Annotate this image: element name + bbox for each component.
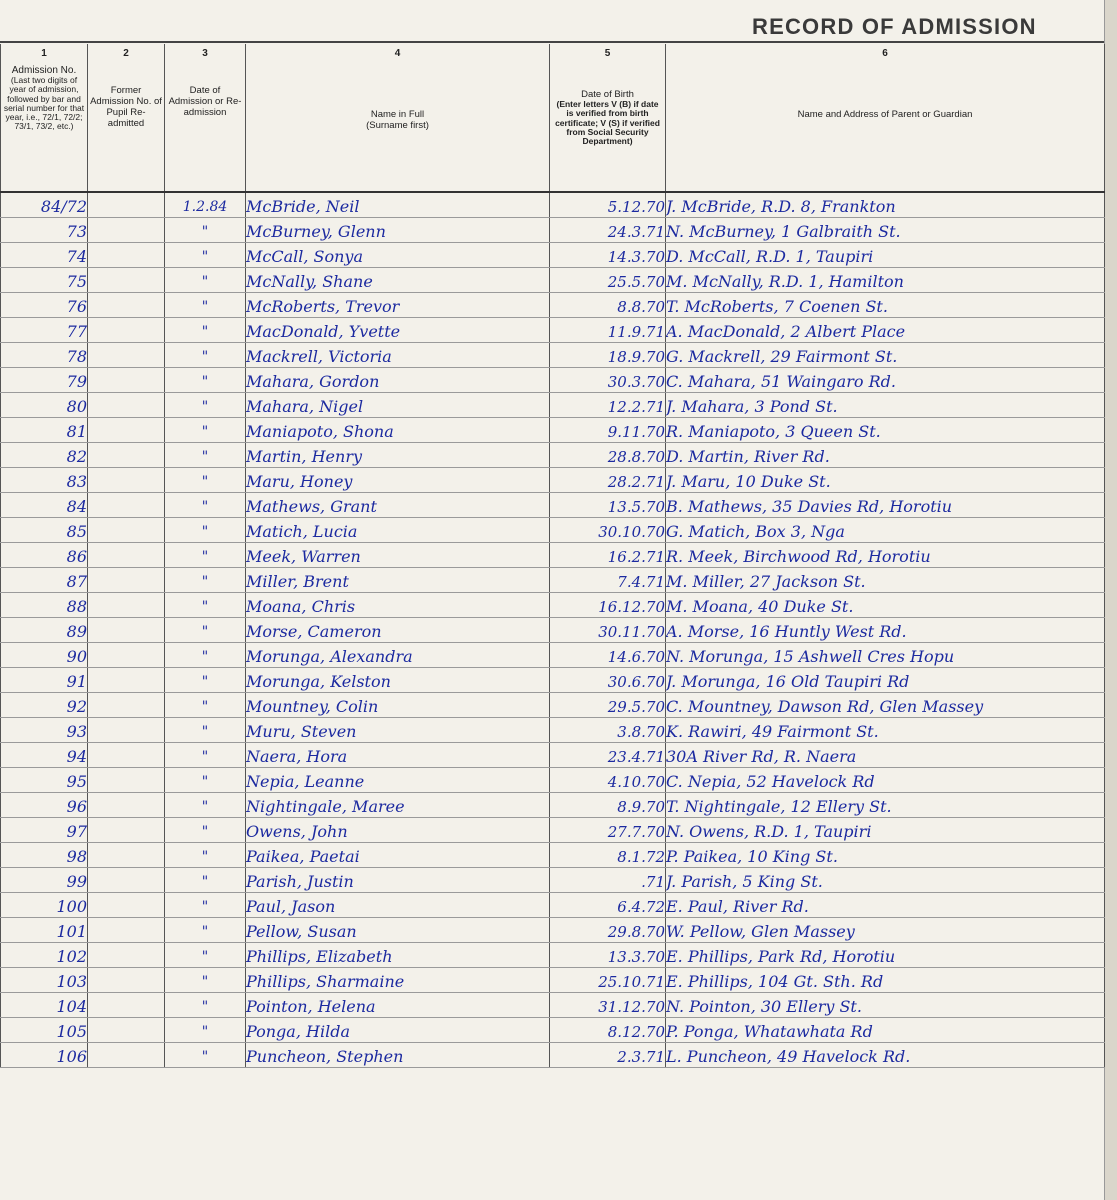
parent-guardian-cell: J. Mahara, 3 Pond St. [666, 393, 1105, 418]
pupil-name-cell: Naera, Hora [246, 743, 550, 768]
table-row [1, 993, 1105, 1018]
admission-no-cell: 76 [1, 293, 88, 318]
admission-no-cell: 105 [1, 1018, 88, 1043]
admission-date-cell: " [165, 693, 246, 718]
former-admission-cell [88, 868, 165, 893]
admission-date-cell: " [165, 493, 246, 518]
date-of-birth-cell: 29.8.70 [550, 918, 666, 943]
table-row [1, 968, 1105, 993]
table-row [1, 468, 1105, 493]
admission-date-cell: " [165, 718, 246, 743]
date-of-birth-cell: 5.12.70 [550, 192, 666, 218]
parent-guardian-cell: A. MacDonald, 2 Albert Place [666, 318, 1105, 343]
parent-guardian-cell: N. Pointon, 30 Ellery St. [666, 993, 1105, 1018]
admission-no-cell: 93 [1, 718, 88, 743]
pupil-name-cell: Parish, Justin [246, 868, 550, 893]
parent-guardian-cell: A. Morse, 16 Huntly West Rd. [666, 618, 1105, 643]
parent-guardian-cell: E. Phillips, Park Rd, Horotiu [666, 943, 1105, 968]
date-of-birth-cell: 28.2.71 [550, 468, 666, 493]
admission-date-cell: " [165, 593, 246, 618]
col-number: 3 [202, 48, 208, 59]
col-note: (Surname first) [366, 120, 429, 131]
admission-no-cell: 81 [1, 418, 88, 443]
col-title: Date of Admission or Re-admission [168, 85, 242, 118]
former-admission-cell [88, 643, 165, 668]
admission-date-cell: " [165, 268, 246, 293]
pupil-name-cell: McCall, Sonya [246, 243, 550, 268]
date-of-birth-cell: 25.10.71 [550, 968, 666, 993]
col-number: 4 [394, 48, 401, 59]
former-admission-cell [88, 918, 165, 943]
admission-date-cell: " [165, 543, 246, 568]
former-admission-cell [88, 518, 165, 543]
admission-date-cell: " [165, 318, 246, 343]
admission-no-cell: 100 [1, 893, 88, 918]
admission-date-cell: " [165, 918, 246, 943]
table-row [1, 893, 1105, 918]
pupil-name-cell: MacDonald, Yvette [246, 318, 550, 343]
parent-guardian-cell: C. Nepia, 52 Havelock Rd [666, 768, 1105, 793]
col-number: 1 [41, 48, 47, 59]
table-row [1, 668, 1105, 693]
table-row [1, 1043, 1105, 1068]
date-of-birth-cell: 30.3.70 [550, 368, 666, 393]
date-of-birth-cell: 13.3.70 [550, 943, 666, 968]
table-row [1, 943, 1105, 968]
former-admission-cell [88, 393, 165, 418]
col-note: (Last two digits of year of admission, followed by bar and serial number for that year, i.e., 72/1, 72/2; 73/1, 73/2, etc.) [3, 75, 85, 132]
parent-guardian-cell: 30A River Rd, R. Naera [666, 743, 1105, 768]
col-title: Name and Address of Parent or Guardian [797, 109, 973, 120]
pupil-name-cell: Martin, Henry [246, 443, 550, 468]
admission-date-cell: " [165, 368, 246, 393]
date-of-birth-cell: 7.4.71 [550, 568, 666, 593]
table-row [1, 192, 1105, 218]
admission-date-cell: " [165, 568, 246, 593]
admission-date-cell: " [165, 1018, 246, 1043]
parent-guardian-cell: N. McBurney, 1 Galbraith St. [666, 218, 1105, 243]
admission-date-cell: 1.2.84 [165, 192, 246, 218]
parent-guardian-cell: G. Mackrell, 29 Fairmont St. [666, 343, 1105, 368]
col-header-name [246, 44, 550, 192]
col-header-admission-no [1, 44, 88, 192]
pupil-name-cell: Maru, Honey [246, 468, 550, 493]
date-of-birth-cell: 31.12.70 [550, 993, 666, 1018]
admission-no-cell: 102 [1, 943, 88, 968]
pupil-name-cell: Morunga, Kelston [246, 668, 550, 693]
table-row [1, 643, 1105, 668]
former-admission-cell [88, 268, 165, 293]
parent-guardian-cell: W. Pellow, Glen Massey [666, 918, 1105, 943]
date-of-birth-cell: 14.6.70 [550, 643, 666, 668]
parent-guardian-cell: C. Mountney, Dawson Rd, Glen Massey [666, 693, 1105, 718]
admission-date-cell: " [165, 218, 246, 243]
col-header-former-admission [88, 44, 165, 192]
former-admission-cell [88, 693, 165, 718]
table-row [1, 618, 1105, 643]
table-row [1, 818, 1105, 843]
former-admission-cell [88, 768, 165, 793]
parent-guardian-cell: N. Morunga, 15 Ashwell Cres Hopu [666, 643, 1105, 668]
date-of-birth-cell: .71 [550, 868, 666, 893]
table-row [1, 568, 1105, 593]
admission-no-cell: 103 [1, 968, 88, 993]
admission-no-cell: 84 [1, 493, 88, 518]
former-admission-cell [88, 1018, 165, 1043]
col-header-parent-guardian [666, 44, 1105, 192]
col-title: Date of Birth [581, 89, 634, 100]
former-admission-cell [88, 368, 165, 393]
former-admission-cell [88, 1043, 165, 1068]
title-rule [0, 41, 1104, 43]
pupil-name-cell: Muru, Steven [246, 718, 550, 743]
date-of-birth-cell: 2.3.71 [550, 1043, 666, 1068]
admission-date-cell: " [165, 793, 246, 818]
former-admission-cell [88, 493, 165, 518]
col-header-date-of-admission [165, 44, 246, 192]
former-admission-cell [88, 843, 165, 868]
admission-date-cell: " [165, 868, 246, 893]
table-row [1, 718, 1105, 743]
date-of-birth-cell: 16.12.70 [550, 593, 666, 618]
admission-no-cell: 98 [1, 843, 88, 868]
admission-no-cell: 79 [1, 368, 88, 393]
former-admission-cell [88, 343, 165, 368]
table-row [1, 243, 1105, 268]
table-row [1, 793, 1105, 818]
admission-no-cell: 82 [1, 443, 88, 468]
pupil-name-cell: Mackrell, Victoria [246, 343, 550, 368]
pupil-name-cell: Miller, Brent [246, 568, 550, 593]
admission-date-cell: " [165, 893, 246, 918]
col-number: 2 [123, 48, 129, 59]
admission-date-cell: " [165, 468, 246, 493]
former-admission-cell [88, 318, 165, 343]
date-of-birth-cell: 8.1.72 [550, 843, 666, 868]
date-of-birth-cell: 6.4.72 [550, 893, 666, 918]
admission-no-cell: 94 [1, 743, 88, 768]
admission-no-cell: 101 [1, 918, 88, 943]
pupil-name-cell: Pellow, Susan [246, 918, 550, 943]
admission-no-cell: 88 [1, 593, 88, 618]
parent-guardian-cell: D. McCall, R.D. 1, Taupiri [666, 243, 1105, 268]
admission-date-cell: " [165, 993, 246, 1018]
admission-no-cell: 96 [1, 793, 88, 818]
parent-guardian-cell: J. Morunga, 16 Old Taupiri Rd [666, 668, 1105, 693]
date-of-birth-cell: 13.5.70 [550, 493, 666, 518]
col-note: (Enter letters V (B) if date is verified from birth certificate; V (S) if verified from Social Security Department) [555, 99, 660, 147]
admission-no-cell: 90 [1, 643, 88, 668]
parent-guardian-cell: C. Mahara, 51 Waingaro Rd. [666, 368, 1105, 393]
admission-date-cell: " [165, 818, 246, 843]
admission-date-cell: " [165, 343, 246, 368]
date-of-birth-cell: 3.8.70 [550, 718, 666, 743]
pupil-name-cell: Morunga, Alexandra [246, 643, 550, 668]
admission-no-cell: 74 [1, 243, 88, 268]
former-admission-cell [88, 743, 165, 768]
former-admission-cell [88, 543, 165, 568]
col-title: Name in Full [370, 109, 425, 120]
parent-guardian-cell: L. Puncheon, 49 Havelock Rd. [666, 1043, 1105, 1068]
pupil-name-cell: Pointon, Helena [246, 993, 550, 1018]
admission-no-cell: 104 [1, 993, 88, 1018]
table-row [1, 318, 1105, 343]
pupil-name-cell: Paul, Jason [246, 893, 550, 918]
date-of-birth-cell: 30.11.70 [550, 618, 666, 643]
former-admission-cell [88, 968, 165, 993]
date-of-birth-cell: 27.7.70 [550, 818, 666, 843]
former-admission-cell [88, 668, 165, 693]
parent-guardian-cell: M. Miller, 27 Jackson St. [666, 568, 1105, 593]
date-of-birth-cell: 29.5.70 [550, 693, 666, 718]
pupil-name-cell: Phillips, Elizabeth [246, 943, 550, 968]
former-admission-cell [88, 793, 165, 818]
pupil-name-cell: Owens, John [246, 818, 550, 843]
former-admission-cell [88, 192, 165, 218]
admission-register-table [0, 44, 1105, 1068]
former-admission-cell [88, 293, 165, 318]
admission-date-cell: " [165, 393, 246, 418]
header-row [1, 44, 1105, 192]
parent-guardian-cell: R. Meek, Birchwood Rd, Horotiu [666, 543, 1105, 568]
parent-guardian-cell: J. Parish, 5 King St. [666, 868, 1105, 893]
table-row [1, 343, 1105, 368]
pupil-name-cell: Phillips, Sharmaine [246, 968, 550, 993]
table-row [1, 1018, 1105, 1043]
pupil-name-cell: McNally, Shane [246, 268, 550, 293]
pupil-name-cell: Mountney, Colin [246, 693, 550, 718]
date-of-birth-cell: 25.5.70 [550, 268, 666, 293]
parent-guardian-cell: J. Maru, 10 Duke St. [666, 468, 1105, 493]
parent-guardian-cell: N. Owens, R.D. 1, Taupiri [666, 818, 1105, 843]
admission-date-cell: " [165, 293, 246, 318]
admission-no-cell: 84/72 [1, 192, 88, 218]
pupil-name-cell: Mahara, Nigel [246, 393, 550, 418]
table-row [1, 543, 1105, 568]
pupil-name-cell: Mathews, Grant [246, 493, 550, 518]
admission-date-cell: " [165, 743, 246, 768]
pupil-name-cell: Mahara, Gordon [246, 368, 550, 393]
former-admission-cell [88, 243, 165, 268]
pupil-name-cell: Puncheon, Stephen [246, 1043, 550, 1068]
table-row [1, 368, 1105, 393]
table-row [1, 443, 1105, 468]
date-of-birth-cell: 23.4.71 [550, 743, 666, 768]
pupil-name-cell: Ponga, Hilda [246, 1018, 550, 1043]
former-admission-cell [88, 218, 165, 243]
table-row [1, 868, 1105, 893]
pupil-name-cell: Nepia, Leanne [246, 768, 550, 793]
former-admission-cell [88, 618, 165, 643]
parent-guardian-cell: R. Maniapoto, 3 Queen St. [666, 418, 1105, 443]
date-of-birth-cell: 8.12.70 [550, 1018, 666, 1043]
parent-guardian-cell: E. Paul, River Rd. [666, 893, 1105, 918]
pupil-name-cell: Morse, Cameron [246, 618, 550, 643]
admission-no-cell: 77 [1, 318, 88, 343]
page-edge [1104, 0, 1117, 1200]
admission-no-cell: 83 [1, 468, 88, 493]
pupil-name-cell: Meek, Warren [246, 543, 550, 568]
admission-no-cell: 86 [1, 543, 88, 568]
table-row [1, 768, 1105, 793]
admission-date-cell: " [165, 418, 246, 443]
former-admission-cell [88, 568, 165, 593]
parent-guardian-cell: J. McBride, R.D. 8, Frankton [666, 192, 1105, 218]
date-of-birth-cell: 30.6.70 [550, 668, 666, 693]
admission-no-cell: 75 [1, 268, 88, 293]
table-row [1, 493, 1105, 518]
admission-no-cell: 78 [1, 343, 88, 368]
admission-date-cell: " [165, 618, 246, 643]
table-row [1, 218, 1105, 243]
admission-date-cell: " [165, 518, 246, 543]
pupil-name-cell: McBride, Neil [246, 192, 550, 218]
former-admission-cell [88, 893, 165, 918]
table-row [1, 393, 1105, 418]
parent-guardian-cell: T. Nightingale, 12 Ellery St. [666, 793, 1105, 818]
col-number: 6 [882, 48, 888, 59]
table-row [1, 843, 1105, 868]
admission-no-cell: 97 [1, 818, 88, 843]
admission-date-cell: " [165, 768, 246, 793]
col-number: 5 [604, 48, 611, 59]
former-admission-cell [88, 993, 165, 1018]
table-row [1, 918, 1105, 943]
admission-no-cell: 92 [1, 693, 88, 718]
admission-date-cell: " [165, 668, 246, 693]
former-admission-cell [88, 943, 165, 968]
table-row [1, 693, 1105, 718]
date-of-birth-cell: 12.2.71 [550, 393, 666, 418]
admission-no-cell: 99 [1, 868, 88, 893]
admission-date-cell: " [165, 943, 246, 968]
date-of-birth-cell: 9.11.70 [550, 418, 666, 443]
parent-guardian-cell: K. Rawiri, 49 Fairmont St. [666, 718, 1105, 743]
date-of-birth-cell: 11.9.71 [550, 318, 666, 343]
parent-guardian-cell: B. Mathews, 35 Davies Rd, Horotiu [666, 493, 1105, 518]
admission-date-cell: " [165, 843, 246, 868]
table-row [1, 418, 1105, 443]
pupil-name-cell: Nightingale, Maree [246, 793, 550, 818]
date-of-birth-cell: 28.8.70 [550, 443, 666, 468]
date-of-birth-cell: 14.3.70 [550, 243, 666, 268]
admission-no-cell: 106 [1, 1043, 88, 1068]
date-of-birth-cell: 30.10.70 [550, 518, 666, 543]
admission-no-cell: 85 [1, 518, 88, 543]
admission-date-cell: " [165, 1043, 246, 1068]
parent-guardian-cell: M. Moana, 40 Duke St. [666, 593, 1105, 618]
parent-guardian-cell: M. McNally, R.D. 1, Hamilton [666, 268, 1105, 293]
admission-no-cell: 91 [1, 668, 88, 693]
pupil-name-cell: Paikea, Paetai [246, 843, 550, 868]
admission-date-cell: " [165, 243, 246, 268]
admission-date-cell: " [165, 968, 246, 993]
col-title: Former Admission No. of Pupil Re-admitted [90, 85, 162, 129]
table-row [1, 518, 1105, 543]
former-admission-cell [88, 443, 165, 468]
parent-guardian-cell: D. Martin, River Rd. [666, 443, 1105, 468]
parent-guardian-cell: E. Phillips, 104 Gt. Sth. Rd [666, 968, 1105, 993]
date-of-birth-cell: 8.8.70 [550, 293, 666, 318]
parent-guardian-cell: T. McRoberts, 7 Coenen St. [666, 293, 1105, 318]
parent-guardian-cell: G. Matich, Box 3, Nga [666, 518, 1105, 543]
date-of-birth-cell: 8.9.70 [550, 793, 666, 818]
former-admission-cell [88, 593, 165, 618]
admission-date-cell: " [165, 643, 246, 668]
admission-no-cell: 89 [1, 618, 88, 643]
page-title: RECORD OF ADMISSION [752, 14, 1037, 39]
table-row [1, 593, 1105, 618]
admission-date-cell: " [165, 443, 246, 468]
admission-no-cell: 73 [1, 218, 88, 243]
register-rows [1, 192, 1105, 1068]
col-title: Admission No. [11, 65, 77, 76]
former-admission-cell [88, 418, 165, 443]
parent-guardian-cell: P. Paikea, 10 King St. [666, 843, 1105, 868]
table-row [1, 743, 1105, 768]
date-of-birth-cell: 4.10.70 [550, 768, 666, 793]
date-of-birth-cell: 18.9.70 [550, 343, 666, 368]
former-admission-cell [88, 468, 165, 493]
pupil-name-cell: Moana, Chris [246, 593, 550, 618]
date-of-birth-cell: 24.3.71 [550, 218, 666, 243]
pupil-name-cell: McBurney, Glenn [246, 218, 550, 243]
date-of-birth-cell: 16.2.71 [550, 543, 666, 568]
col-header-date-of-birth [550, 44, 666, 192]
table-row [1, 268, 1105, 293]
admission-no-cell: 95 [1, 768, 88, 793]
admission-no-cell: 87 [1, 568, 88, 593]
pupil-name-cell: Maniapoto, Shona [246, 418, 550, 443]
table-row [1, 293, 1105, 318]
pupil-name-cell: Matich, Lucia [246, 518, 550, 543]
admission-no-cell: 80 [1, 393, 88, 418]
parent-guardian-cell: P. Ponga, Whatawhata Rd [666, 1018, 1105, 1043]
pupil-name-cell: McRoberts, Trevor [246, 293, 550, 318]
former-admission-cell [88, 818, 165, 843]
former-admission-cell [88, 718, 165, 743]
